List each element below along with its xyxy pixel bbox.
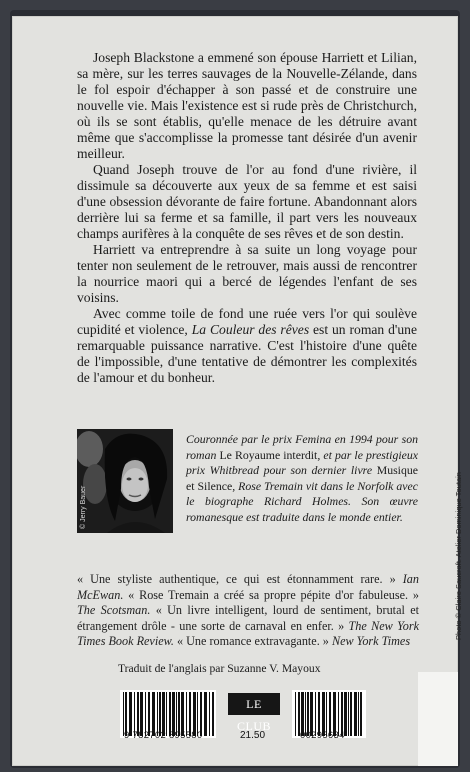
barcode-bar	[358, 692, 359, 736]
author-bio: Couronnée par le prix Femina en 1994 pour son roman Le Royaume interdit, et par le prestigieux prix Whitbread pour son dernier livre Musique et Silence, Rose Tremain vit dans le Norfolk avec le biographe Richard Holmes. Son œuvre romanesque est traduite dans le monde entier.	[186, 432, 418, 524]
barcode-bar	[360, 692, 362, 736]
barcode-bar	[212, 692, 214, 736]
barcode-bar	[350, 692, 352, 736]
blurb-paragraph-4: Avec comme toile de fond une ruée vers l'or qui soulève cupidité et violence, La Couleur des rêves est un roman d'une remarquable puissance narrative. C'est l'histoire d'une quête de l'impossible, d'une tentative de démontrer les complexités de l'amour et du bonheur.	[77, 306, 417, 385]
translator-credit: Traduit de l'anglais par Suzanne V. Mayoux	[118, 662, 321, 675]
back-cover-blurb	[77, 50, 417, 386]
store-barcode-number: 00295634	[300, 730, 345, 741]
cover-design-credit: Photo © Claire Saucroft. Atelier Dominique Toutain	[454, 472, 463, 640]
blurb-paragraph-1: Joseph Blackstone a emmené son épouse Harriett et Lilian, sa mère, sur les terres sauvages de la Nouvelle-Zélande, dans le fol espoir d'échapper à son passé et de construire une nouvelle vie. Mais l'existence est si rude près de Christchurch, où ils se sont établis, qu'elle menace de les détruire avant même que s'accomplisse la promesse tant désirée d'un avenir meilleur.	[77, 50, 417, 161]
quote-source: Ian McEwan.	[77, 572, 419, 602]
barcode-bar	[204, 692, 207, 736]
publisher-logo: LE CLUB	[228, 693, 280, 715]
barcode-bar	[348, 692, 349, 736]
barcode-bar	[209, 692, 210, 736]
press-quotes: « Une styliste authentique, ce qui est étonnamment rare. » Ian McEwan. « Rose Tremain a créé sa propre pépite d'or fabuleuse. » The Scotsman. « Un livre intelligent, lourd de sentiment, brutal et étrangement drôle - une sorte de carnaval en enfer. » The New York Times Book Review. « Une romance extravagante. » New York Times	[77, 572, 419, 649]
barcode-bar	[354, 692, 357, 736]
quote-source: The New York Times Book Review.	[77, 618, 419, 649]
quote-source: The Scotsman.	[77, 603, 151, 618]
blurb-paragraph-3: Harriett va entreprendre à sa suite un long voyage pour tenter non seulement de le retrouver, mais aussi de rencontrer la nourrice maori qui a bercé de légendes l'enfant de ses voisins.	[77, 242, 417, 305]
blurb-paragraph-2: Quand Joseph trouve de l'or au fond d'une rivière, il dissimule sa découverte aux yeux de sa femme et est saisi d'une obsession dévorante de faire fortune. Abandonnant alors derrière lui sa ferme et sa famille, il part vers les nouveaux champs aurifères à la conquête de ses rêves et de son destin.	[77, 162, 417, 241]
photo-credit: © Jerry Bauer	[80, 485, 87, 529]
author-portrait-image	[77, 429, 173, 533]
price: 21.50	[240, 730, 266, 741]
quote-source: New York Times	[331, 634, 411, 649]
author-photo	[77, 429, 173, 533]
sticker-label	[418, 672, 458, 766]
barcode-bar	[295, 692, 296, 736]
isbn-number: 9 782702 895580	[124, 730, 203, 741]
book-title: La Couleur des rêves	[191, 322, 310, 337]
